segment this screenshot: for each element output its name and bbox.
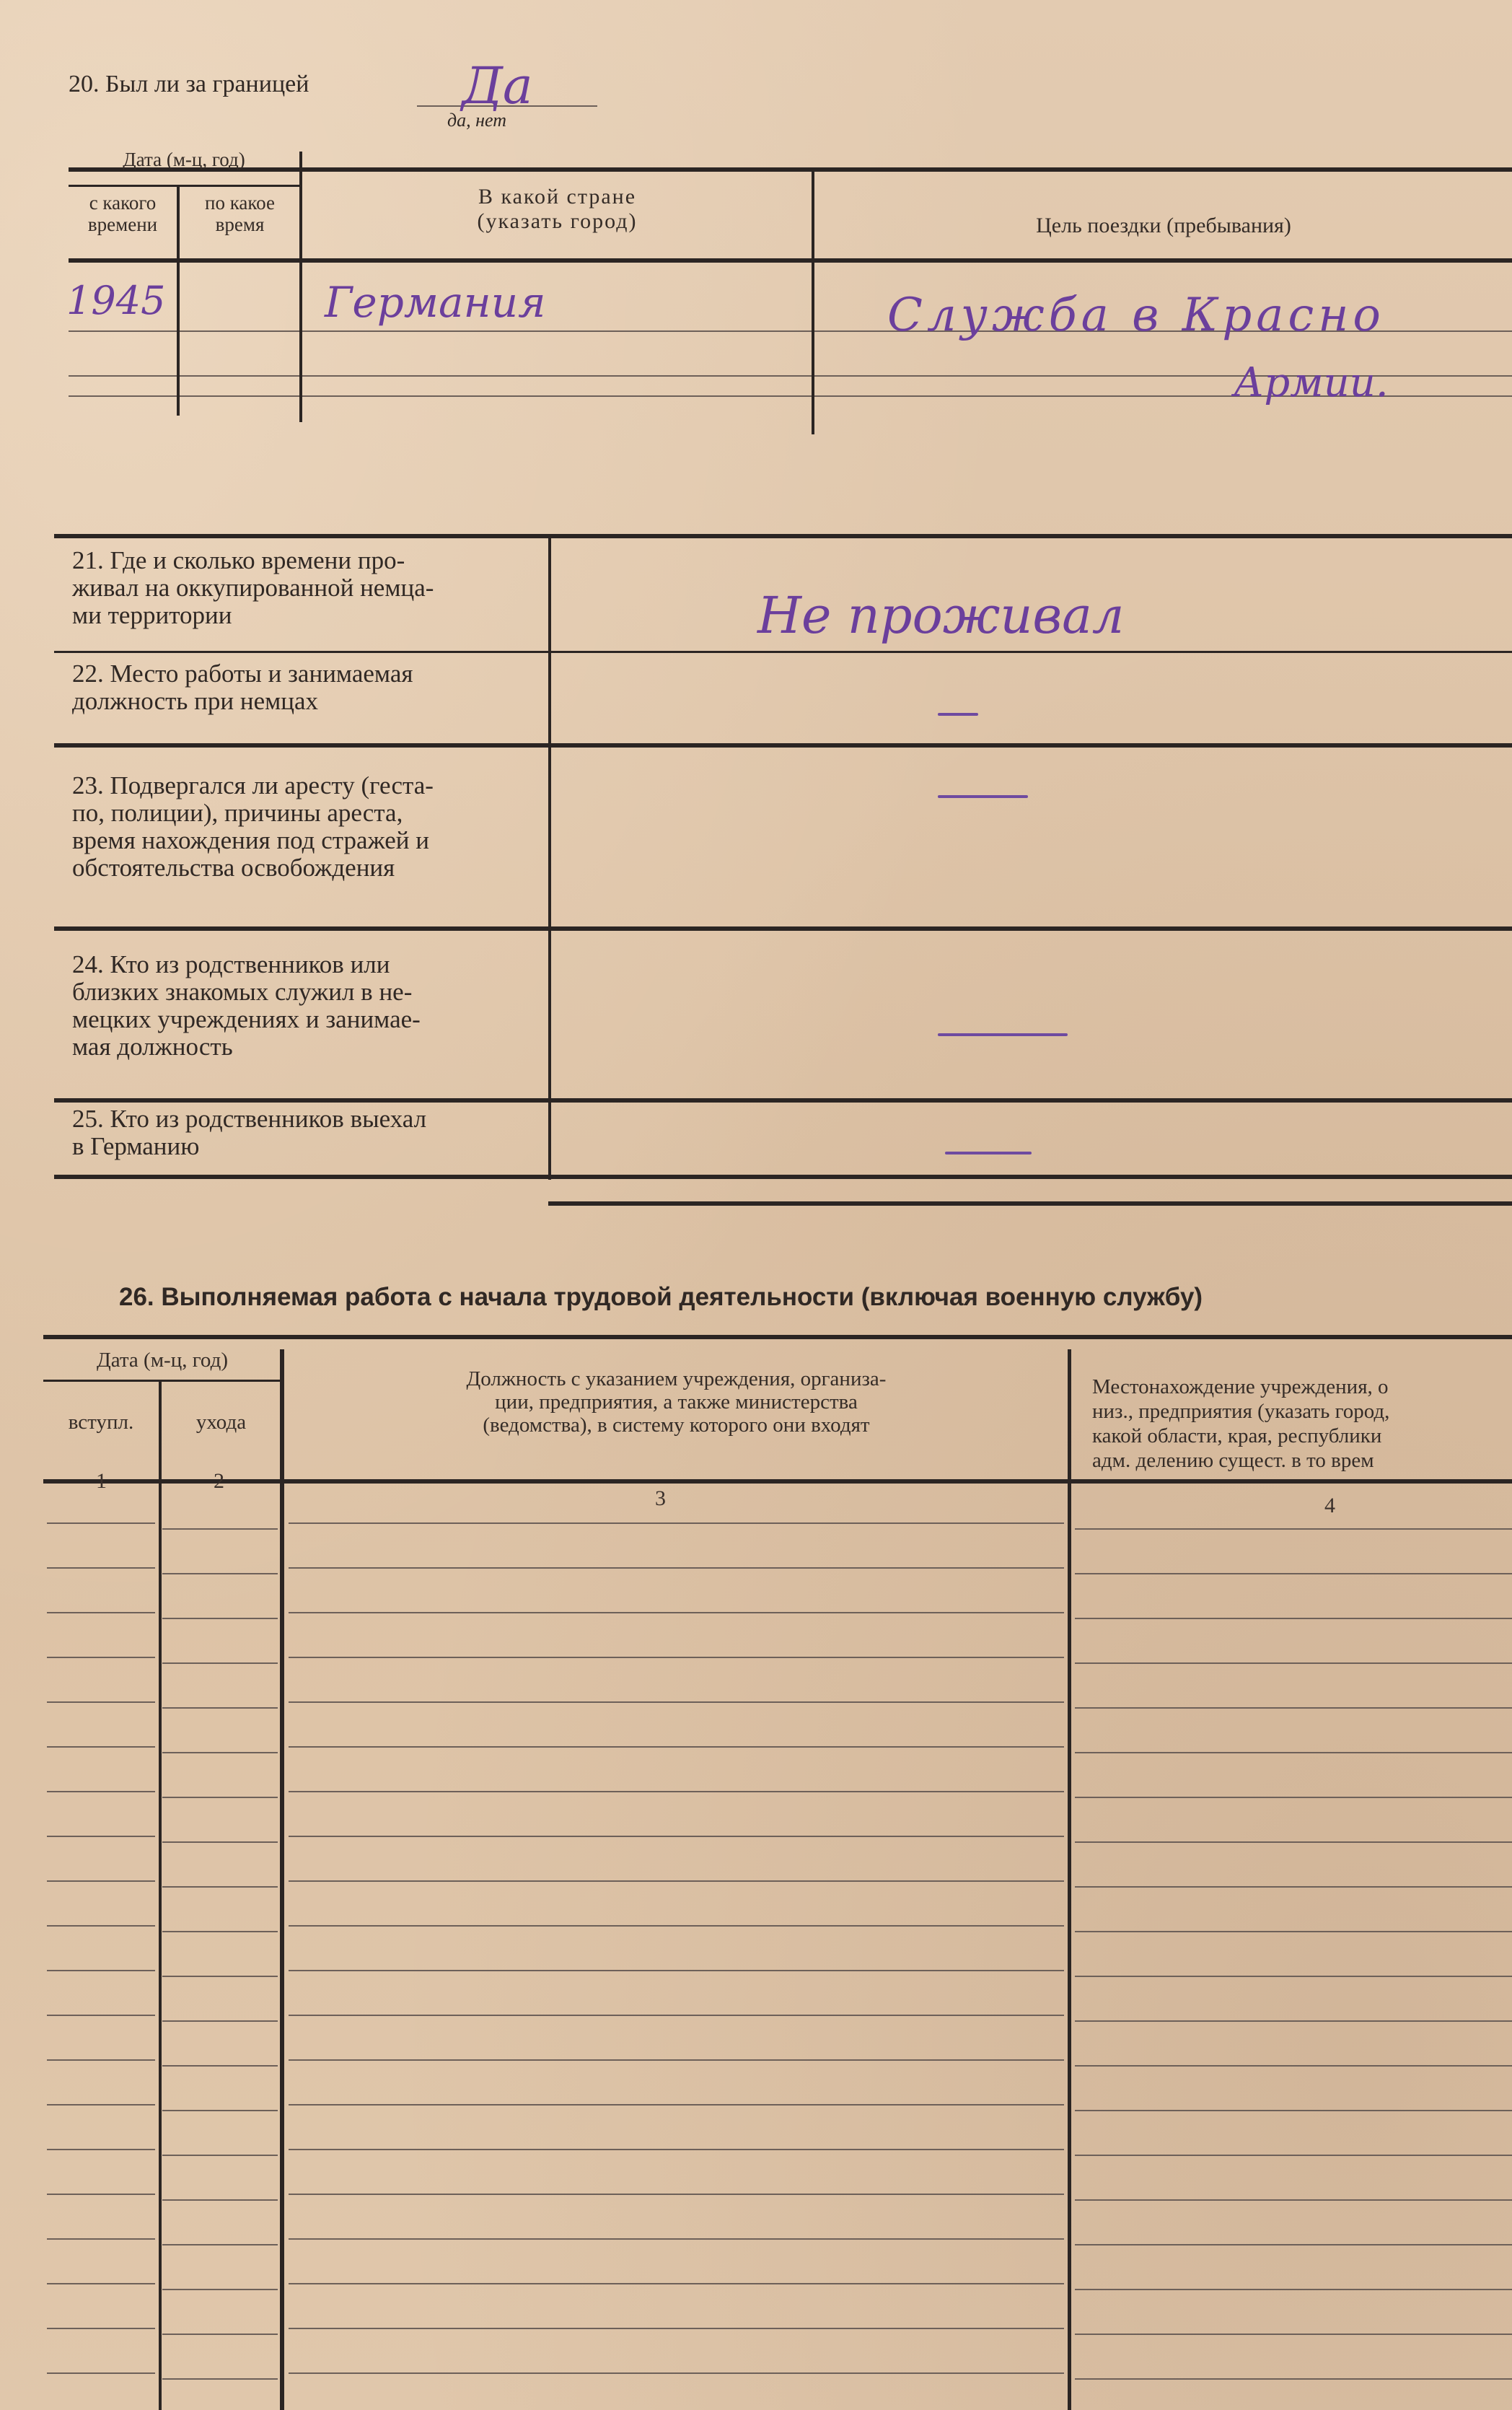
table26-colnum-1: 1 — [96, 1469, 107, 1493]
table26-ruled-line — [289, 2238, 1064, 2240]
table20-col-purpose: Цель поездки (пребывания) — [1036, 214, 1291, 237]
table20-purpose-value-cont: Армии. — [1234, 359, 1389, 406]
table20-col-divider — [812, 167, 814, 434]
table26-ruled-line — [47, 1567, 155, 1569]
table26-ruled-line — [289, 2328, 1064, 2329]
q23-answer — [938, 795, 1028, 798]
table26-ruled-line — [162, 1752, 278, 1753]
table26-ruled-line — [1075, 1797, 1512, 1798]
table26-ruled-line — [289, 1836, 1064, 1837]
table26-ruled-line — [1075, 1886, 1512, 1888]
table26-ruled-line — [1075, 1752, 1512, 1753]
table26-ruled-line — [47, 2059, 155, 2061]
table20-col-to: по какое время — [205, 192, 275, 235]
table26-ruled-line — [162, 1976, 278, 1977]
table26-ruled-line — [1075, 1662, 1512, 1664]
table20-date-header: Дата (м-ц, год) — [123, 149, 245, 170]
table26-ruled-line — [47, 2283, 155, 2284]
qblock-bottom-border — [54, 1175, 1512, 1179]
table26-ruled-line — [1075, 1707, 1512, 1709]
table26-ruled-line — [47, 1791, 155, 1792]
table26-ruled-line — [47, 2328, 155, 2329]
table26-ruled-line — [289, 1746, 1064, 1748]
table26-header-bottom — [43, 1479, 1512, 1484]
table26-ruled-line — [1075, 1976, 1512, 1977]
q22-label: 22. Место работы и занимаемая должность при немцах — [72, 660, 413, 715]
table26-ruled-line — [47, 1657, 155, 1658]
q22-answer — [938, 713, 978, 716]
table26-col-start: вступл. — [68, 1411, 134, 1434]
table26-ruled-line — [47, 1880, 155, 1882]
table26-ruled-line — [1075, 1931, 1512, 1932]
table26-ruled-line — [1075, 1573, 1512, 1574]
table26-ruled-line — [162, 2110, 278, 2111]
q20-label: 20. Был ли за границей — [69, 71, 309, 97]
table26-ruled-line — [162, 2334, 278, 2335]
table26-col-location: Местонахождение учреждения, о низ., предприятия (указать город, какой области, края, республики адм. делению сущест. в то врем — [1092, 1375, 1390, 1472]
q21-label: 21. Где и сколько времени про- живал на оккупированной немца- ми территории — [72, 546, 434, 629]
q24-answer — [938, 1033, 1068, 1036]
table26-ruled-line — [162, 1662, 278, 1664]
table26-ruled-line — [289, 2104, 1064, 2106]
table26-ruled-line — [289, 2149, 1064, 2150]
q23-divider — [54, 926, 1512, 931]
table26-ruled-line — [1075, 2065, 1512, 2067]
table26-date-header: Дата (м-ц, год) — [97, 1349, 228, 1372]
table26-ruled-line — [162, 2199, 278, 2201]
table26-ruled-line — [162, 1886, 278, 1888]
table26-top-border — [43, 1335, 1512, 1339]
qblock-col-divider — [548, 538, 551, 1180]
table26-ruled-line — [47, 1746, 155, 1748]
table26-ruled-line — [47, 1522, 155, 1524]
table26-ruled-line — [289, 2015, 1064, 2016]
table26-ruled-line — [289, 2059, 1064, 2061]
q22-divider — [54, 743, 1512, 748]
table26-ruled-line — [289, 1701, 1064, 1703]
table26-ruled-line — [162, 2020, 278, 2022]
qblock-top-border — [54, 534, 1512, 538]
table26-ruled-line — [1075, 1841, 1512, 1843]
table26-ruled-line — [289, 1567, 1064, 1569]
table26-ruled-line — [289, 1791, 1064, 1792]
table26-ruled-line — [1075, 2378, 1512, 2380]
table26-ruled-line — [1075, 1528, 1512, 1530]
table20-header-bottom — [69, 258, 1512, 263]
table26-ruled-line — [162, 1528, 278, 1530]
table26-ruled-line — [289, 1925, 1064, 1927]
table26-col-divider — [1068, 1349, 1071, 2410]
table26-ruled-line — [162, 2244, 278, 2245]
table26-ruled-line — [47, 2149, 155, 2150]
table26-ruled-line — [47, 2194, 155, 2195]
table26-ruled-line — [289, 1612, 1064, 1613]
table26-ruled-line — [162, 1618, 278, 1619]
q20-answer-hint: да, нет — [447, 110, 507, 131]
table26-ruled-line — [47, 1612, 155, 1613]
table26-ruled-line — [47, 1925, 155, 1927]
table26-col-divider — [159, 1380, 162, 2410]
table26-ruled-line — [162, 1707, 278, 1709]
table26-ruled-line — [47, 1701, 155, 1703]
table26-ruled-line — [162, 1841, 278, 1843]
q24-divider — [54, 1098, 1512, 1103]
table26-ruled-line — [1075, 2110, 1512, 2111]
q25-label: 25. Кто из родственников выехал в Германию — [72, 1105, 427, 1160]
table26-ruled-line — [162, 2065, 278, 2067]
table26-ruled-line — [162, 2289, 278, 2290]
table26-ruled-line — [289, 2283, 1064, 2284]
table26-ruled-line — [289, 1880, 1064, 1882]
table26-ruled-line — [47, 1970, 155, 1971]
table26-ruled-line — [1075, 2334, 1512, 2335]
table26-ruled-line — [1075, 2289, 1512, 2290]
table20-col-from: с какого времени — [87, 192, 158, 235]
table20-from-value: 1945 — [66, 278, 166, 323]
table26-ruled-line — [47, 1836, 155, 1837]
q23-label: 23. Подвергался ли аресту (геста- по, полиции), причины ареста, время нахождения под стражей и обстоятельства освобождения — [72, 771, 434, 882]
q20-answer: Да — [462, 56, 533, 115]
table26-ruled-line — [47, 2238, 155, 2240]
table26-ruled-line — [1075, 2199, 1512, 2201]
table26-col-end: ухода — [195, 1411, 247, 1434]
table26-ruled-line — [47, 2372, 155, 2374]
table26-ruled-line — [1075, 1618, 1512, 1619]
table26-ruled-line — [162, 1573, 278, 1574]
table26-ruled-line — [289, 1657, 1064, 1658]
table26-ruled-line — [1075, 2020, 1512, 2022]
table26-ruled-line — [1075, 2155, 1512, 2156]
table26-ruled-line — [162, 1931, 278, 1932]
table26-ruled-line — [289, 1970, 1064, 1971]
table26-ruled-line — [47, 2015, 155, 2016]
table26-ruled-line — [1075, 2244, 1512, 2245]
section26-title: 26. Выполняемая работа с начала трудовой деятельности (включая военную службу) — [119, 1283, 1203, 1311]
q21-divider — [54, 651, 1512, 653]
table20-country-value: Германия — [325, 278, 546, 327]
table26-ruled-line — [162, 2155, 278, 2156]
table26-ruled-line — [289, 2372, 1064, 2374]
table26-ruled-line — [47, 2104, 155, 2106]
table26-ruled-line — [289, 1522, 1064, 1524]
table26-ruled-line — [162, 1797, 278, 1798]
table20-date-divider — [69, 185, 299, 187]
q25-answer — [945, 1152, 1032, 1154]
table20-purpose-value: Служба в Красно — [887, 289, 1385, 342]
table26-col-position: Должность с указанием учреждения, организа- ции, предприятия, а также министерства (ведомства), в систему которого они входят — [466, 1367, 887, 1437]
table26-col-divider — [280, 1349, 284, 2410]
table26-colnum-3: 3 — [655, 1486, 666, 1510]
q21-answer: Не проживал — [757, 586, 1125, 645]
table20-col-divider — [299, 152, 302, 422]
table26-colnum-2: 2 — [214, 1469, 224, 1493]
table26-date-divider — [43, 1380, 281, 1382]
table26-ruled-line — [289, 2194, 1064, 2195]
table20-col-country: В какой стране (указать город) — [477, 185, 638, 233]
table26-ruled-line — [162, 2378, 278, 2380]
table20-col-divider — [177, 185, 180, 416]
qblock-bottom-border-right — [548, 1201, 1512, 1206]
q24-label: 24. Кто из родственников или близких знакомых служил в не- мецких учреждениях и занимае- мая должность — [72, 950, 421, 1061]
table26-colnum-4: 4 — [1324, 1494, 1335, 1517]
